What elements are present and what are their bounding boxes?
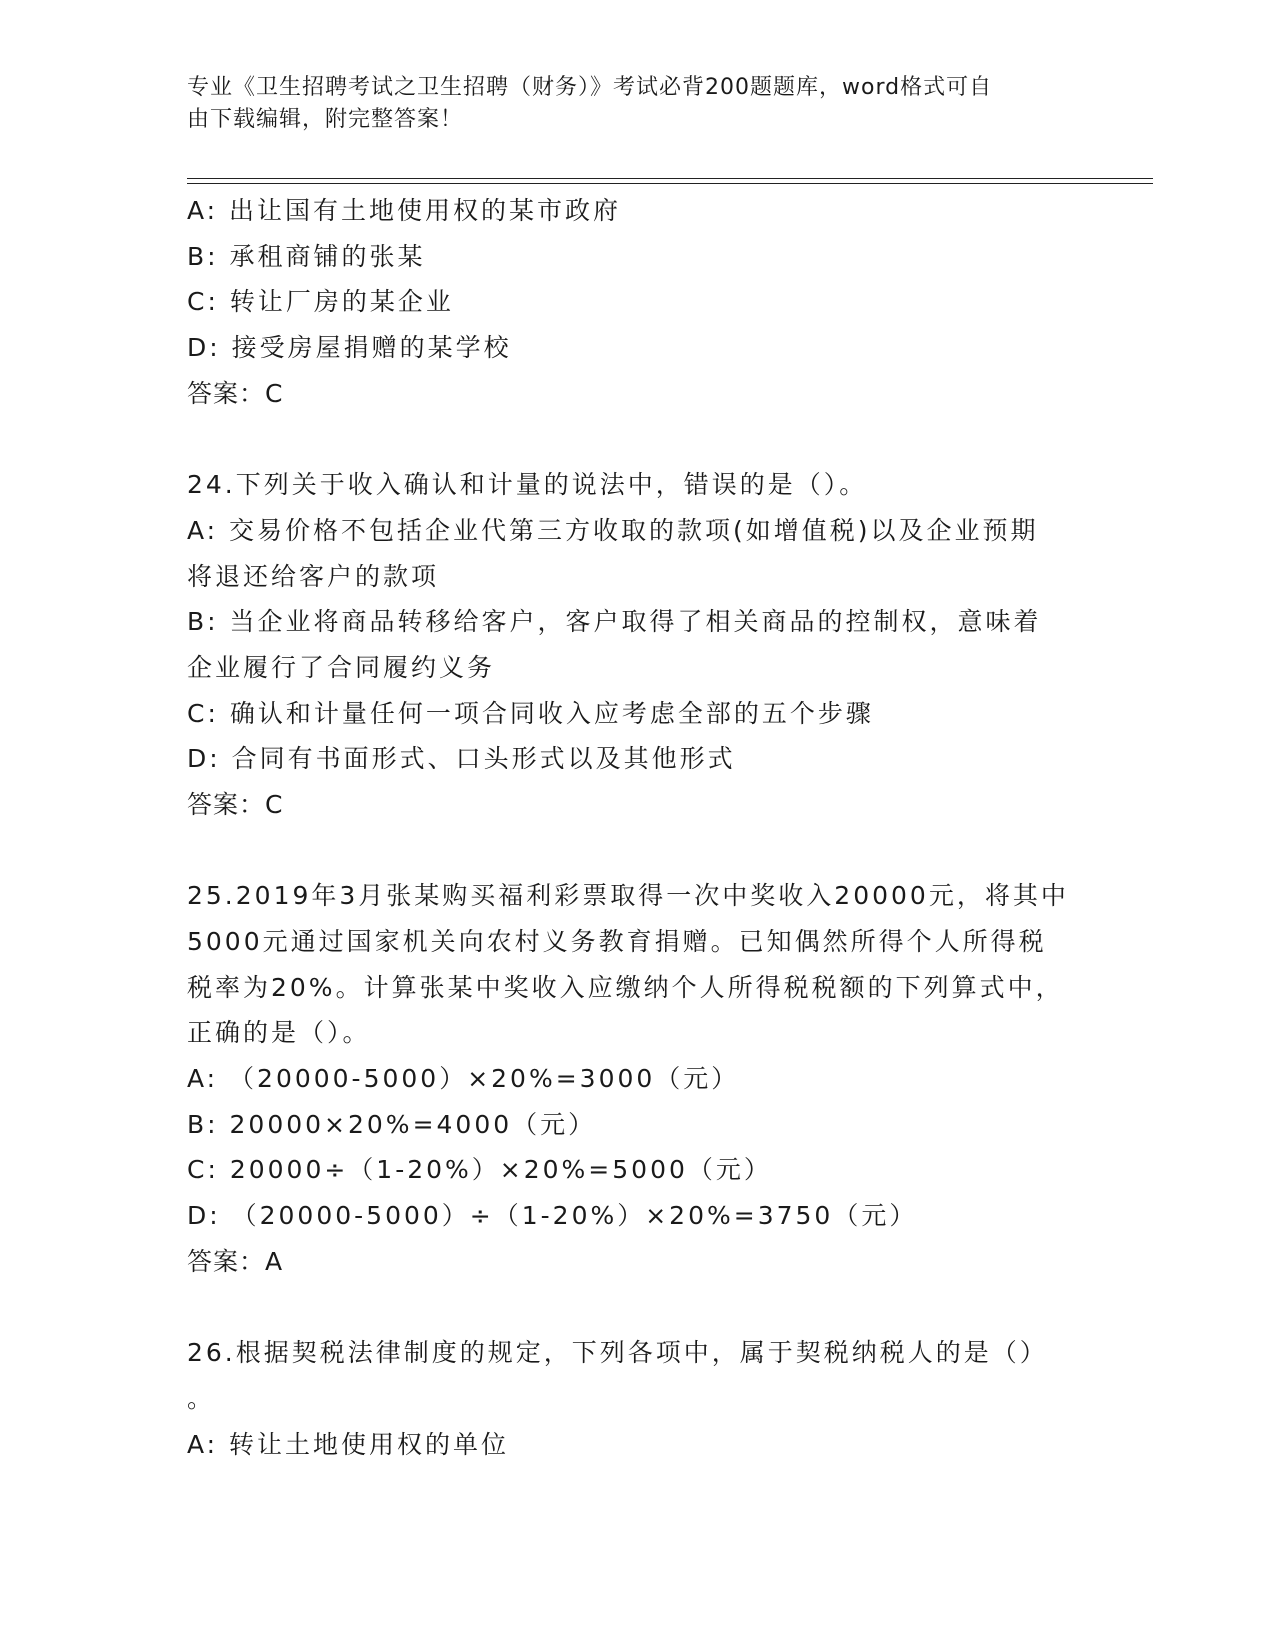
- document-header: [187, 72, 1067, 136]
- question-stem: 25.2019年3月张某购买福利彩票取得一次中奖收入20000元，将其中: [187, 881, 1069, 911]
- answer-line: 答案：C: [187, 789, 284, 819]
- header-line: 由下载编辑，附完整答案！: [187, 107, 464, 132]
- question-stem-continued: 。: [187, 1383, 216, 1413]
- option-c: C: 转让厂房的某企业: [187, 287, 454, 317]
- option-c: C: 确认和计量任何一项合同收入应考虑全部的五个步骤: [187, 698, 874, 728]
- option-b: B: 承租商铺的张某: [187, 241, 426, 271]
- option-d: D: 接受房屋捐赠的某学校: [187, 333, 512, 363]
- option-b-continued: 企业履行了合同履约义务: [187, 652, 496, 682]
- question-stem-continued: 正确的是（）。: [187, 1018, 371, 1048]
- answer-line: 答案：C: [187, 378, 284, 408]
- answer-line: 答案：A: [187, 1246, 284, 1276]
- header-divider: [187, 178, 1153, 179]
- header-line: 专业《卫生招聘考试之卫生招聘（财务）》考试必背200题题库，word格式可自: [187, 75, 993, 100]
- option-c: C: 20000÷（1-20%）×20%=5000（元）: [187, 1155, 772, 1185]
- question-stem-continued: 5000元通过国家机关向农村义务教育捐赠。已知偶然所得个人所得税: [187, 927, 1047, 956]
- option-a-continued: 将退还给客户的款项: [187, 561, 440, 591]
- question-content: [187, 188, 1087, 1467]
- question-stem: 26.根据契税法律制度的规定，下列各项中，属于契税纳税人的是（）: [187, 1338, 1048, 1368]
- option-a: A: 出让国有土地使用权的某市政府: [187, 196, 622, 225]
- option-d: D: （20000-5000）÷（1-20%）×20%=3750（元）: [187, 1201, 918, 1231]
- option-a: A: 转让土地使用权的单位: [187, 1429, 510, 1459]
- option-d: D: 合同有书面形式、口头形式以及其他形式: [187, 744, 736, 774]
- option-a: A: （20000-5000）×20%=3000（元）: [187, 1064, 740, 1094]
- question-stem-continued: 税率为20%。计算张某中奖收入应缴纳个人所得税税额的下列算式中，: [187, 972, 1064, 1002]
- option-b: B: 20000×20%=4000（元）: [187, 1109, 597, 1139]
- option-a: A: 交易价格不包括企业代第三方收取的款项(如增值税)以及企业预期: [187, 515, 1039, 545]
- question-stem: 24.下列关于收入确认和计量的说法中，错误的是（）。: [187, 470, 868, 500]
- option-b: B: 当企业将商品转移给客户，客户取得了相关商品的控制权，意味着: [187, 607, 1042, 637]
- header-divider: [187, 183, 1153, 184]
